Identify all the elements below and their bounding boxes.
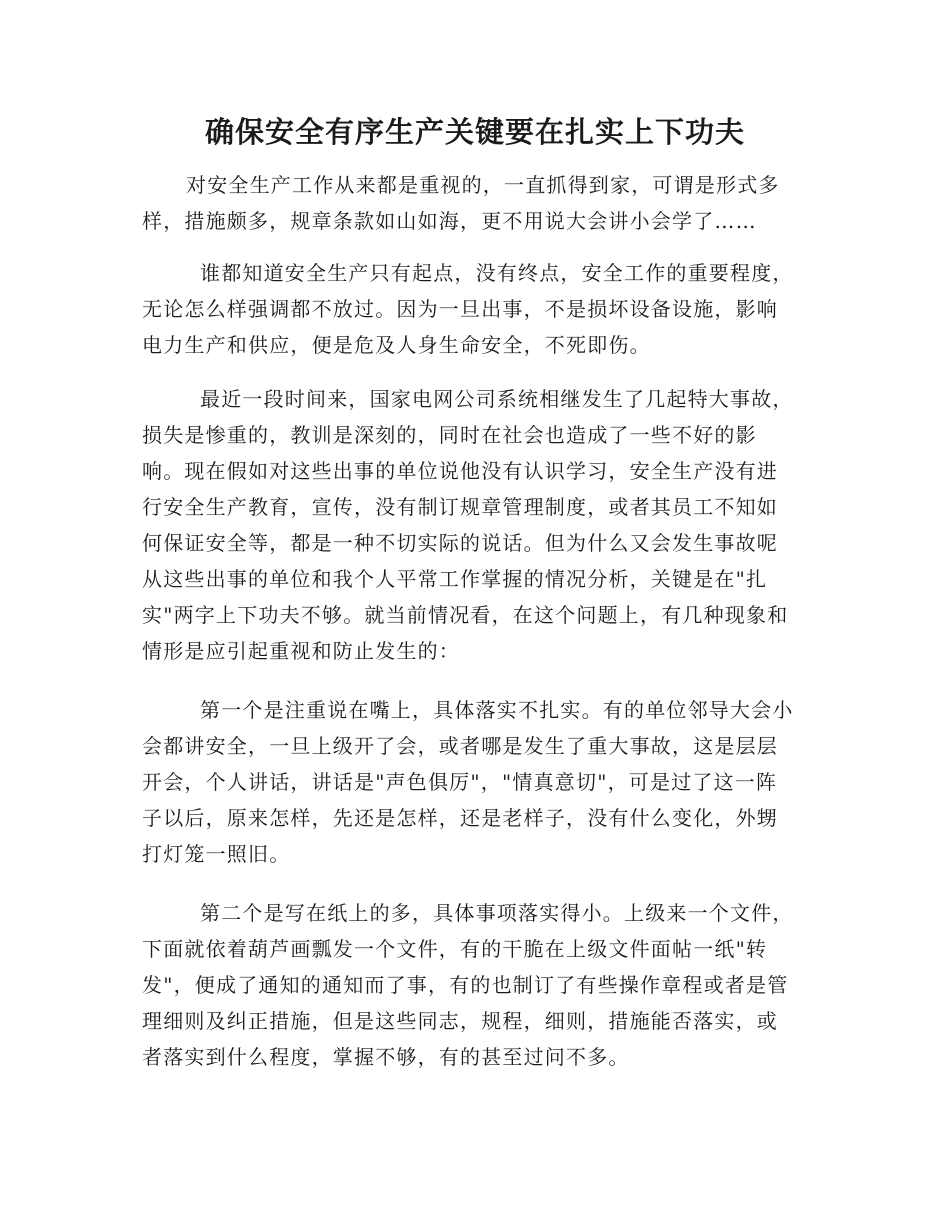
paragraph-line: 实"两字上下功夫不够。就当前情况看，在这个问题上，有几种现象和 — [142, 603, 789, 627]
document-title: 确保安全有序生产关键要在扎实上下功夫 — [204, 115, 745, 149]
paragraph-3 — [142, 381, 810, 669]
paragraph-line: 下面就依着葫芦画瓢发一个文件，有的干脆在上级文件面帖一纸"转 — [142, 937, 768, 961]
paragraph-line: 者落实到什么程度，掌握不够，有的甚至过问不多。 — [142, 1045, 630, 1069]
paragraph-line: 第一个是注重说在嘴上，具体落实不扎实。有的单位邻导大会小 — [200, 698, 794, 722]
paragraph-line: 从这些出事的单位和我个人平常工作掌握的情况分析，关键是在"扎 — [142, 567, 768, 591]
paragraph-line: 会都讲安全，一旦上级开了会，或者哪是发生了重大事故，这是层层 — [142, 734, 778, 758]
paragraph-line: 最近一段时间来，国家电网公司系统相继发生了几起特大事故， — [200, 387, 794, 411]
paragraph-line: 打灯笼一照旧。 — [142, 842, 291, 866]
paragraph-line: 谁都知道安全生产只有起点，没有终点，安全工作的重要程度， — [200, 261, 794, 285]
paragraph-line: 电力生产和供应，便是危及人身生命安全，不死即伤。 — [142, 333, 651, 357]
paragraph-line: 子以后，原来怎样，先还是怎样，还是老样子，没有什么变化，外甥 — [142, 806, 778, 830]
paragraph-line: 理细则及纠正措施，但是这些同志，规程，细则，措施能否落实，或 — [142, 1009, 778, 1033]
paragraph-line: 对安全生产工作从来都是重视的，一直抓得到家，可谓是形式多 — [186, 173, 780, 197]
paragraph-5 — [142, 895, 810, 1075]
paragraph-line: 响。现在假如对这些出事的单位说他没有认识学习，安全生产没有进 — [142, 459, 778, 483]
paragraph-line: 第二个是写在纸上的多，具体事项落实得小。上级来一个文件， — [200, 901, 794, 925]
paragraph-1 — [142, 167, 810, 239]
paragraph-4 — [142, 692, 810, 872]
paragraph-line: 行安全生产教育，宣传，没有制订规章管理制度，或者其员工不知如 — [142, 495, 778, 519]
paragraph-line: 样，措施颇多，规章条款如山如海，更不用说大会讲小会学了…… — [142, 209, 757, 233]
paragraph-line: 损失是惨重的，教训是深刻的，同时在社会也造成了一些不好的影 — [142, 423, 757, 447]
paragraph-2 — [142, 255, 810, 363]
paragraph-line: 发"，便成了通知的通知而了事，有的也制订了有些操作章程或者是管 — [142, 973, 789, 997]
paragraph-line: 开会，个人讲话，讲话是"声色俱厉"，"情真意切"，可是过了这一阵 — [142, 770, 778, 794]
paragraph-line: 何保证安全等，都是一种不切实际的说话。但为什么又会发生事故呢 — [142, 531, 778, 555]
paragraph-line: 无论怎么样强调都不放过。因为一旦出事，不是损坏设备设施，影响 — [142, 297, 778, 321]
paragraph-line: 情形是应引起重视和防止发生的： — [142, 639, 460, 663]
